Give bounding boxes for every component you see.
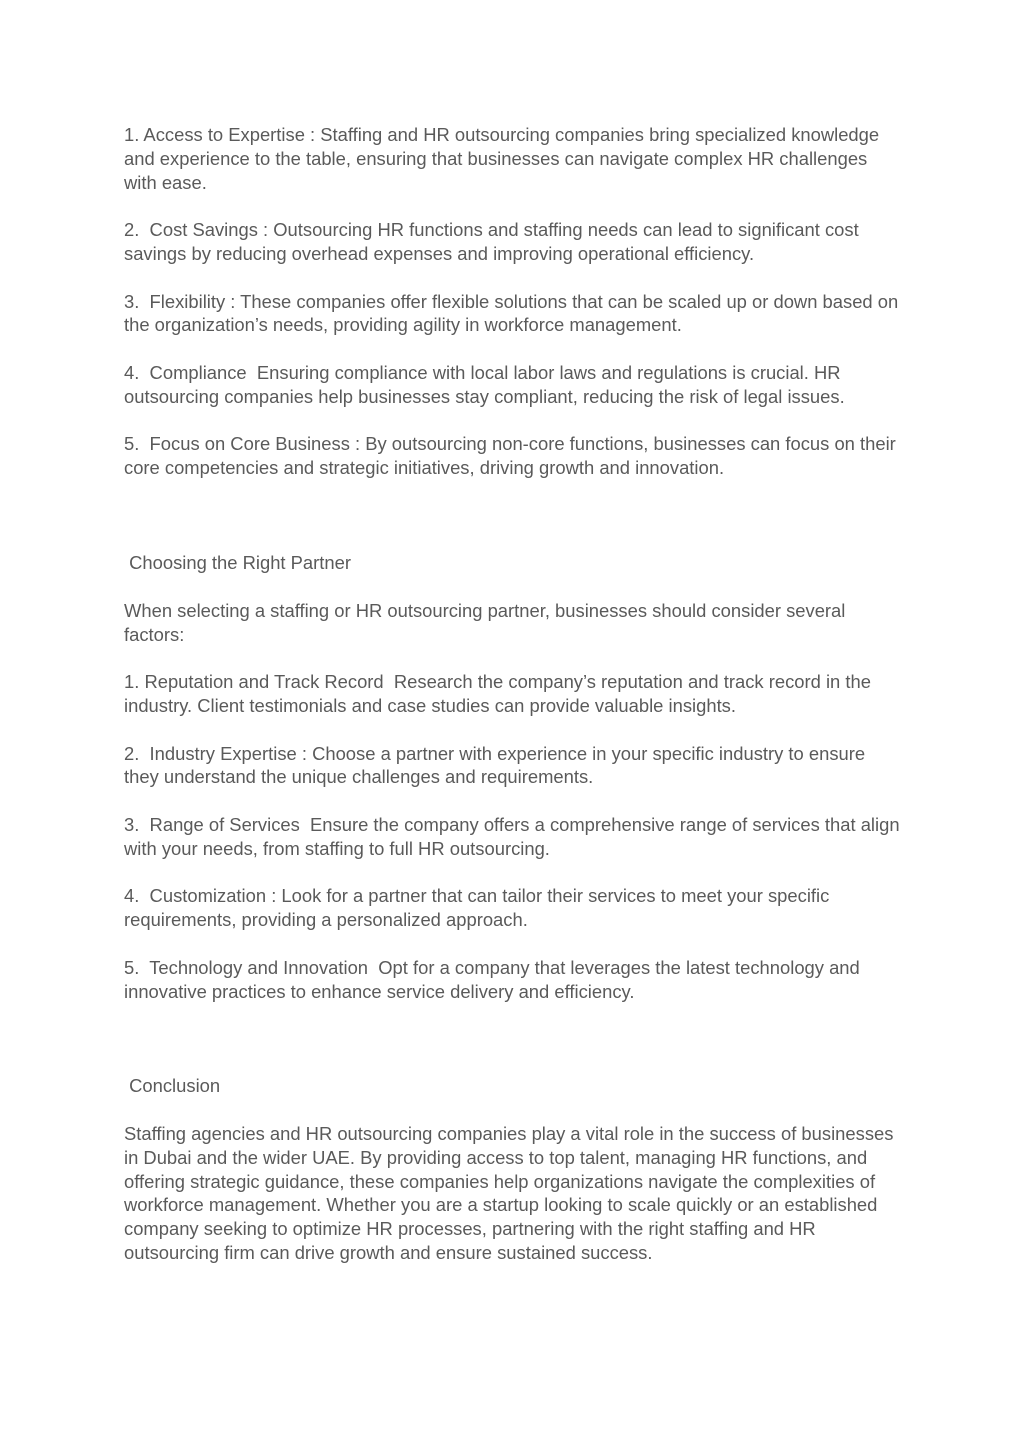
section-heading-partner: Choosing the Right Partner (124, 551, 351, 573)
partner-factor-item: 2. Industry Expertise : Choose a partner with experience in your specific industry to ensure they understand the unique challenges and requirements. (124, 742, 871, 788)
document-body (124, 123, 904, 1289)
benefit-item: 2. Cost Savings : Outsourcing HR functions and staffing needs can lead to significant cost savings by reducing overhead expenses and improving operational efficiency. (124, 219, 864, 264)
benefit-item: 1. Access to Expertise : Staffing and HR outsourcing companies bring specialized knowledge and experience to the table, ensuring that businesses can navigate complex HR challenges with ease. (124, 124, 885, 193)
benefit-item: 4. Compliance Ensuring compliance with local labor laws and regulations is crucial. HR outsourcing companies help businesses stay compliant, reducing the risk of legal issues. (124, 361, 846, 407)
benefit-item: 5. Focus on Core Business : By outsourcing non-core functions, businesses can focus on their core competencies and strategic initiatives, driving growth and innovation. (124, 433, 901, 479)
partner-factor-item: 1. Reputation and Track Record Research the company’s reputation and track record in the industry. Client testimonials and case studies can provide valuable insights. (124, 671, 877, 716)
partner-factor-item: 3. Range of Services Ensure the company offers a comprehensive range of services that align with your needs, from staffing to full HR outsourcing. (124, 813, 905, 859)
conclusion-paragraph: Staffing agencies and HR outsourcing companies play a vital role in the success of businesses in Dubai and the wider UAE. By providing access to top talent, managing HR functions, and offering strategic guidance, these companies help organizations navigate the complexities of workforce management. Whether you are a startup looking to scale quickly or an established company seeking to optimize HR processes, partnering with the right staffing and HR outsourcing firm can drive growth and ensure sustained success. (124, 1123, 899, 1264)
partner-factor-item: 4. Customization : Look for a partner that can tailor their services to meet your specific requirements, providing a personalized approach. (124, 885, 835, 931)
partner-factor-item: 5. Technology and Innovation Opt for a company that leverages the latest technology and innovative practices to enhance service delivery and efficiency. (124, 956, 865, 1002)
benefit-item: 3. Flexibility : These companies offer flexible solutions that can be scaled up or down based on the organization’s needs, providing agility in workforce management. (124, 290, 904, 336)
partner-intro: When selecting a staffing or HR outsourcing partner, businesses should consider several factors: (124, 599, 851, 645)
section-heading-conclusion: Conclusion (124, 1075, 221, 1097)
